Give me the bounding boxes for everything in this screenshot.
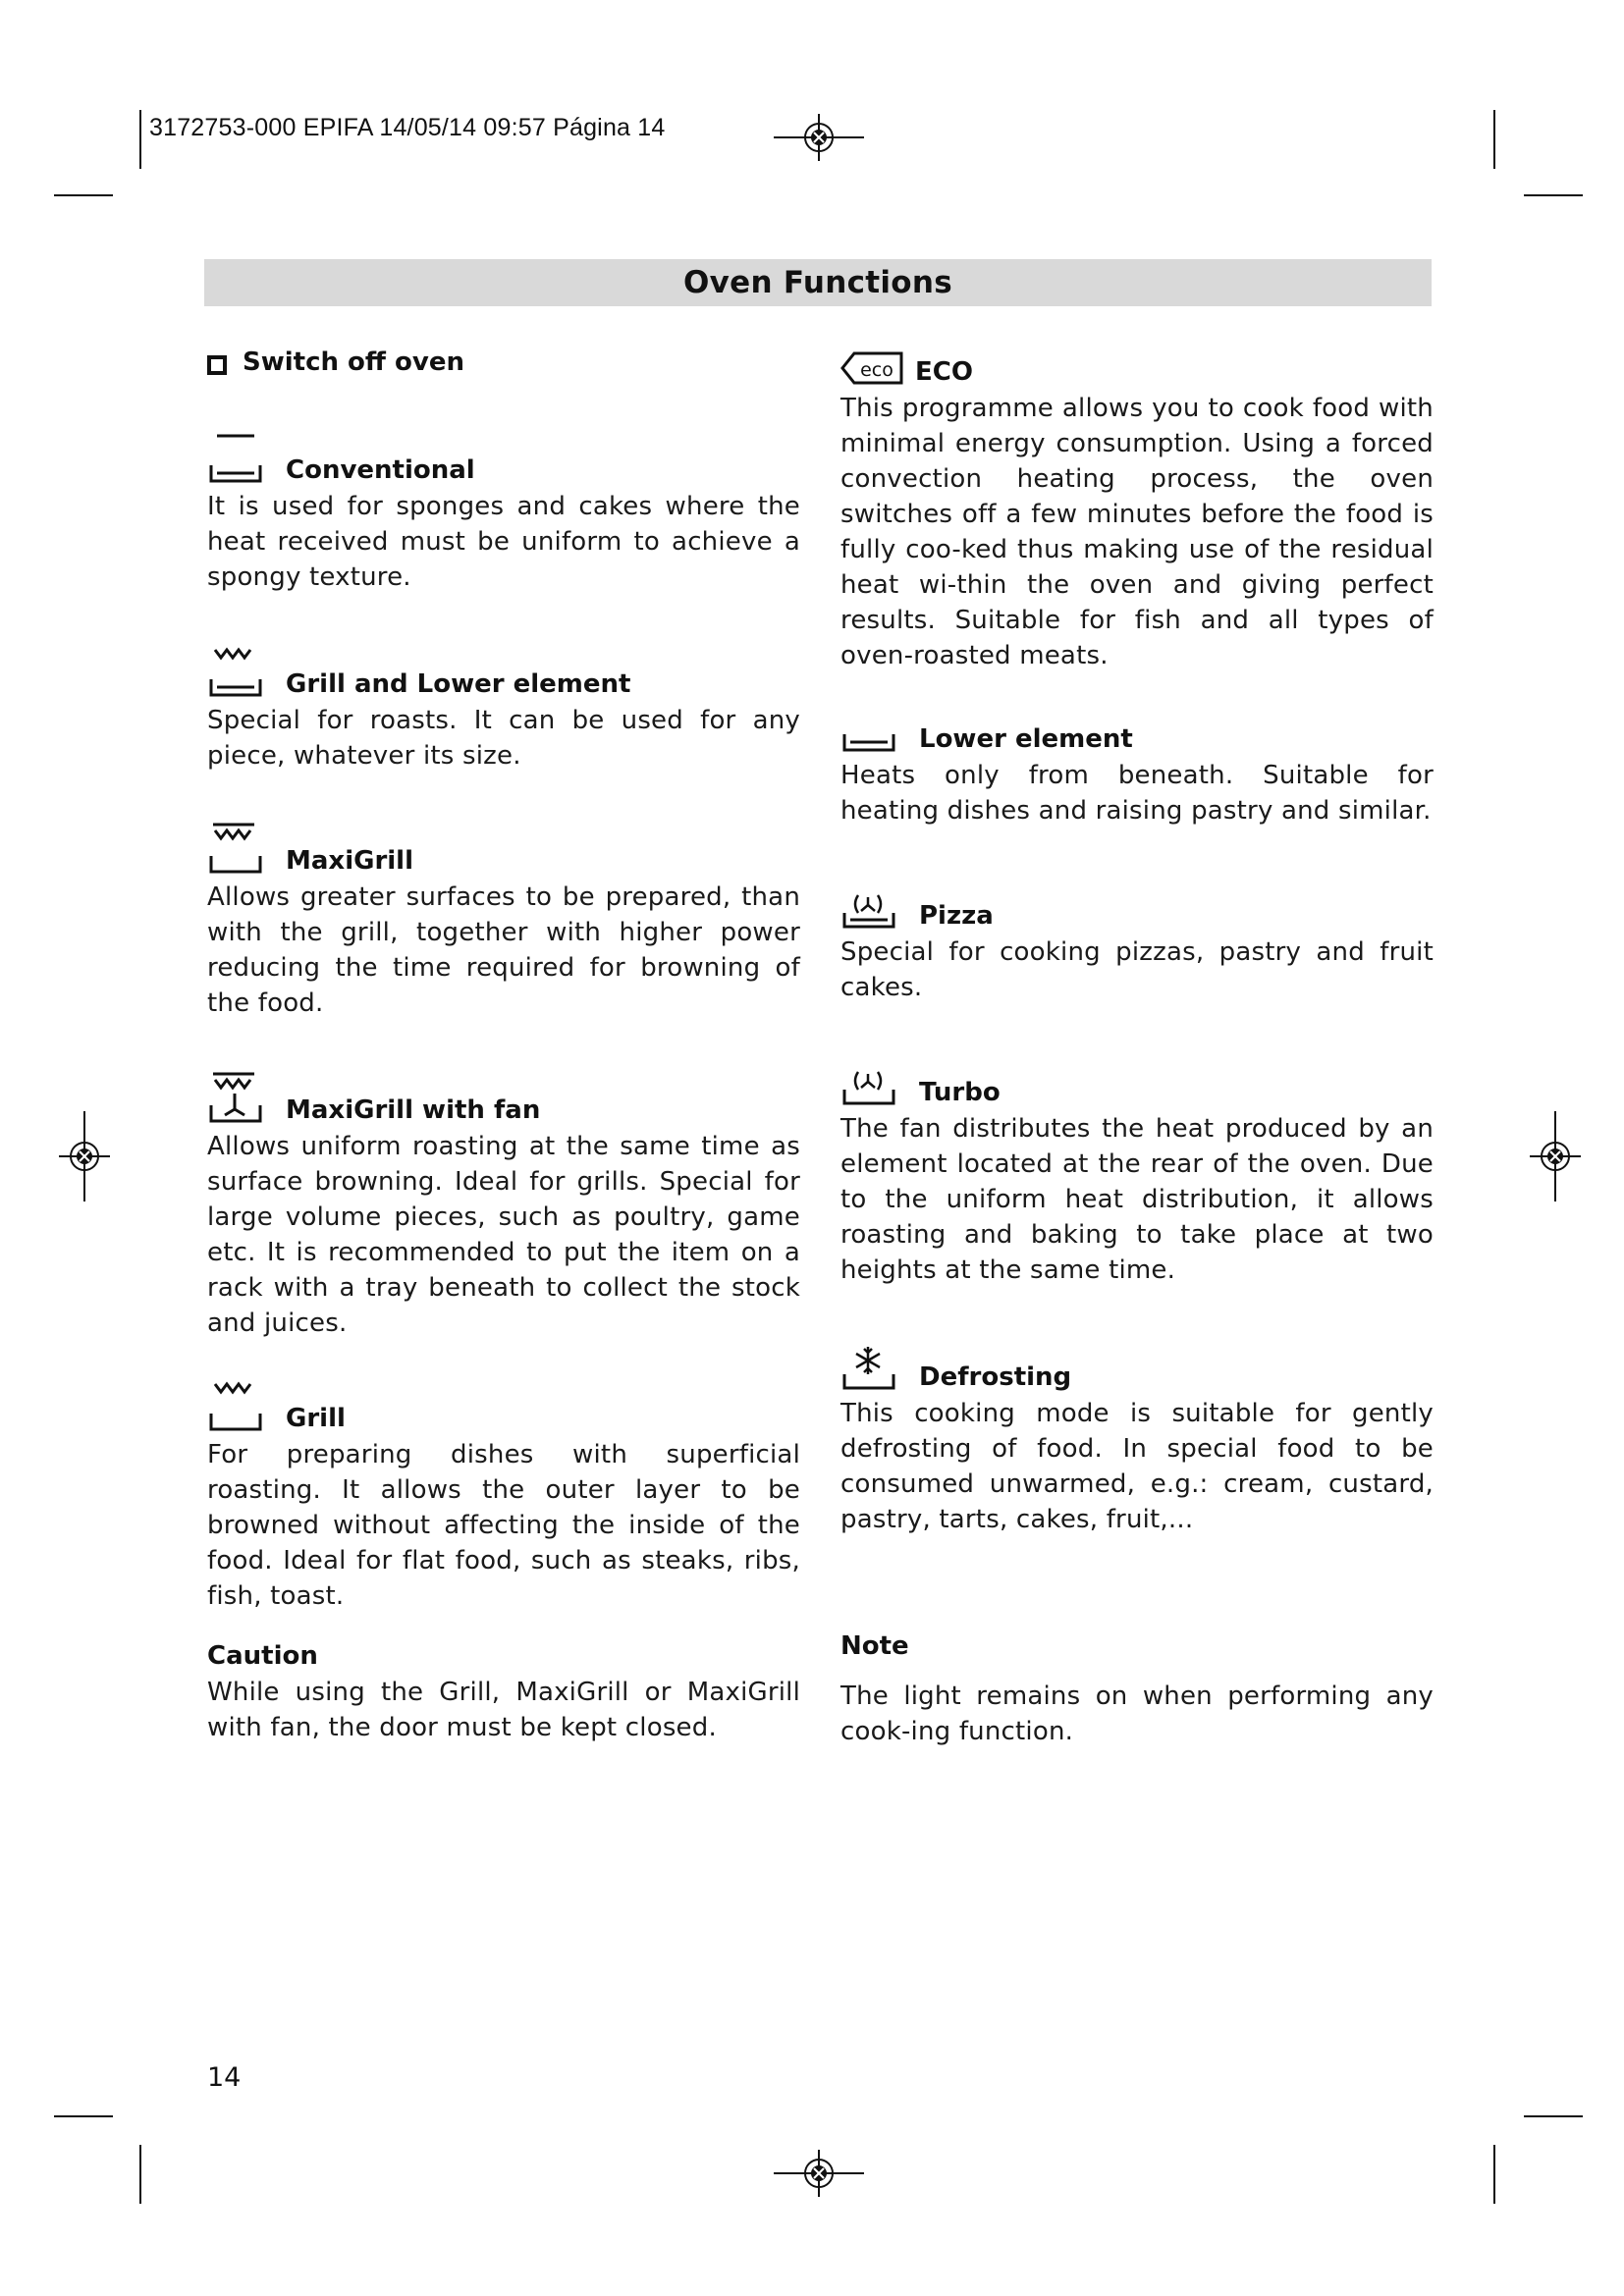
function-grill (207, 1378, 800, 1614)
caution-block (207, 1641, 800, 1745)
maxigrill-fan-icon (207, 1070, 262, 1125)
caution-text: While using the Grill, MaxiGrill or MaxiGrill with fan, the door must be kept closed. (207, 1678, 800, 1742)
registration-mark-icon (57, 1109, 112, 1203)
function-description: Special for cooking pizzas, pastry and fruit cakes. (840, 937, 1434, 1002)
maxigrill-icon (207, 821, 262, 876)
function-title: Grill (286, 1404, 346, 1433)
function-switch-off (207, 346, 800, 377)
pizza-icon (840, 891, 895, 931)
square-icon (207, 353, 229, 377)
crop-mark (1493, 110, 1495, 169)
function-description: The fan distributes the heat produced by an element located at the rear of the oven. Due to the uniform heat distribution, it allows roasting and baking to take place at two heights at the same time. (840, 1114, 1434, 1285)
function-description: This cooking mode is suitable for gently defrosting of food. In special food to be consumed unwarmed, e.g.: cream, custard, pastry, tarts, cakes, fruit,... (840, 1399, 1434, 1534)
function-turbo (840, 1068, 1434, 1288)
grill-lower-element-icon (207, 644, 262, 699)
turbo-icon (840, 1068, 895, 1107)
svg-text:eco: eco (860, 359, 893, 381)
note-title: Note (840, 1631, 909, 1661)
function-title: Pizza (919, 901, 994, 931)
function-title: Switch off oven (243, 347, 464, 377)
caution-title: Caution (207, 1641, 318, 1671)
function-description: Allows greater surfaces to be prepared, than with the grill, together with higher power reducing the time required for browning of the food. (207, 882, 800, 1018)
function-description: This programme allows you to cook food with minimal energy consumption. Using a forced convection heating process, the oven switches off a few minutes before the food is fully coo-ked thus making use of the residual heat wi-thin the oven and giving perfect results. Suitable for fish and all types of oven-roasted meats. (840, 394, 1434, 670)
defrost-icon (840, 1345, 895, 1392)
grill-icon (207, 1378, 262, 1433)
function-conventional (207, 422, 800, 595)
function-title: Conventional (286, 455, 475, 485)
registration-mark-icon (770, 110, 868, 165)
function-title: MaxiGrill with fan (286, 1095, 541, 1125)
function-title: MaxiGrill (286, 846, 413, 876)
function-description: It is used for sponges and cakes where the heat received must be uniform to achieve a spongy texture. (207, 492, 800, 592)
function-title: Lower element (919, 724, 1133, 754)
top-bottom-element-icon (207, 422, 262, 485)
note-text: The light remains on when performing any cook-ing function. (840, 1682, 1434, 1746)
page-number: 14 (207, 2062, 242, 2093)
function-description: Special for roasts. It can be used for any piece, whatever its size. (207, 706, 800, 771)
eco-icon (840, 351, 905, 387)
crop-mark (139, 2145, 141, 2204)
registration-mark-icon (770, 2146, 868, 2201)
crop-mark (1524, 194, 1583, 196)
function-title: Turbo (919, 1078, 1001, 1107)
note-block (840, 1631, 1434, 1749)
function-title: Grill and Lower element (286, 669, 631, 699)
crop-mark (1493, 2145, 1495, 2204)
function-maxigrill-fan (207, 1070, 800, 1341)
function-description: Allows uniform roasting at the same time as surface browning. Ideal for grills. Special for large volume pieces, such as poultry, game etc. It is recommended to put the item on a rack with a tray beneath to collect the stock and juices. (207, 1132, 800, 1338)
function-description: For preparing dishes with superficial roasting. It allows the outer layer to be browned without affecting the inside of the food. Ideal for flat food, such as steaks, ribs, fish, toast. (207, 1440, 800, 1611)
function-grill-lower (207, 644, 800, 774)
crop-mark (1524, 2115, 1583, 2117)
print-header: 3172753-000 EPIFA 14/05/14 09:57 Página 14 (149, 114, 666, 141)
lower-element-icon (840, 730, 895, 754)
function-lower-element (840, 722, 1434, 828)
function-title: Defrosting (919, 1362, 1072, 1392)
crop-mark (54, 194, 113, 196)
function-eco (840, 351, 1434, 673)
registration-mark-icon (1528, 1109, 1583, 1203)
function-maxigrill (207, 821, 800, 1021)
title-banner (204, 259, 1432, 306)
page-title: Oven Functions (682, 265, 953, 300)
function-title: ECO (915, 357, 973, 387)
crop-mark (54, 2115, 113, 2117)
function-pizza (840, 891, 1434, 1005)
crop-mark (139, 110, 141, 169)
function-defrosting (840, 1345, 1434, 1537)
function-description: Heats only from beneath. Suitable for heating dishes and raising pastry and similar. (840, 761, 1434, 826)
